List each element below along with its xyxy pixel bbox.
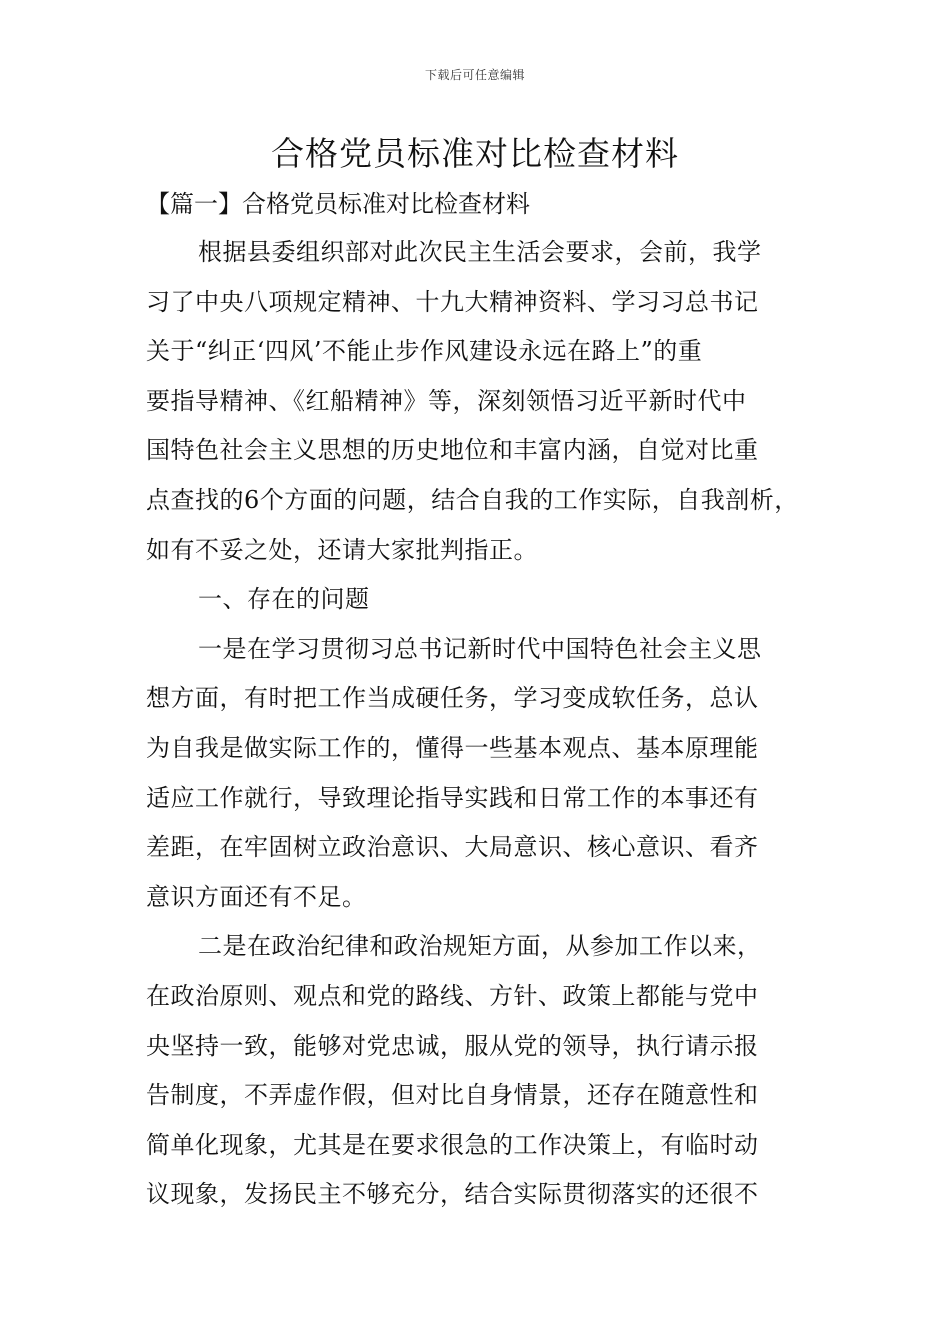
text-line: 差距，在牢固树立政治意识、大局意识、核心意识、看齐 — [146, 833, 759, 862]
text-line: 如有不妥之处，还请大家批判指正。 — [146, 535, 538, 564]
text-line: 适应工作就行，导致理论指导实践和日常工作的本事还有 — [146, 783, 759, 812]
text-line: 二是在政治纪律和政治规矩方面，从参加工作以来， — [198, 932, 762, 961]
text-line: 习了中央八项规定精神、十九大精神资料、学习习总书记 — [146, 287, 759, 316]
text-line: 要指导精神、《红船精神》等，深刻领悟习近平新时代中 — [146, 386, 747, 415]
text-line: 议现象，发扬民主不够充分，结合实际贯彻落实的还很不 — [146, 1180, 759, 1209]
text-line: 根据县委组织部对此次民主生活会要求，会前，我学 — [198, 238, 762, 266]
body-text — [146, 228, 822, 1220]
text-line: 关于“纠正‘四风’不能止步作风建设永远在路上”的重 — [146, 337, 703, 366]
text-line: 意识方面还有不足。 — [146, 882, 367, 911]
header-note: 下载后可任意编辑 — [424, 68, 525, 82]
document-subtitle: 【篇一】合格党员标准对比检查材料 — [146, 190, 530, 218]
text-line: 简单化现象，尤其是在要求很急的工作决策上，有临时动 — [146, 1130, 759, 1159]
text-line: 国特色社会主义思想的历史地位和丰富内涵，自觉对比重 — [146, 436, 759, 465]
text-line: 央坚持一致，能够对党忠诚，服从党的领导，执行请示报 — [146, 1031, 759, 1060]
text-line: 想方面，有时把工作当成硬任务，学习变成软任务，总认 — [146, 684, 759, 713]
text-line: 点查找的6个方面的问题，结合自我的工作实际，自我剖析， — [146, 485, 799, 514]
text-line: 一是在学习贯彻习总书记新时代中国特色社会主义思 — [198, 634, 762, 663]
text-line: 告制度，不弄虚作假，但对比自身情景，还存在随意性和 — [146, 1081, 759, 1110]
text-line: 为自我是做实际工作的，懂得一些基本观点、基本原理能 — [146, 733, 759, 762]
text-line: 在政治原则、观点和党的路线、方针、政策上都能与党中 — [146, 981, 759, 1010]
text-line: 一、存在的问题 — [198, 585, 370, 614]
document-title: 合格党员标准对比检查材料 — [271, 134, 679, 173]
